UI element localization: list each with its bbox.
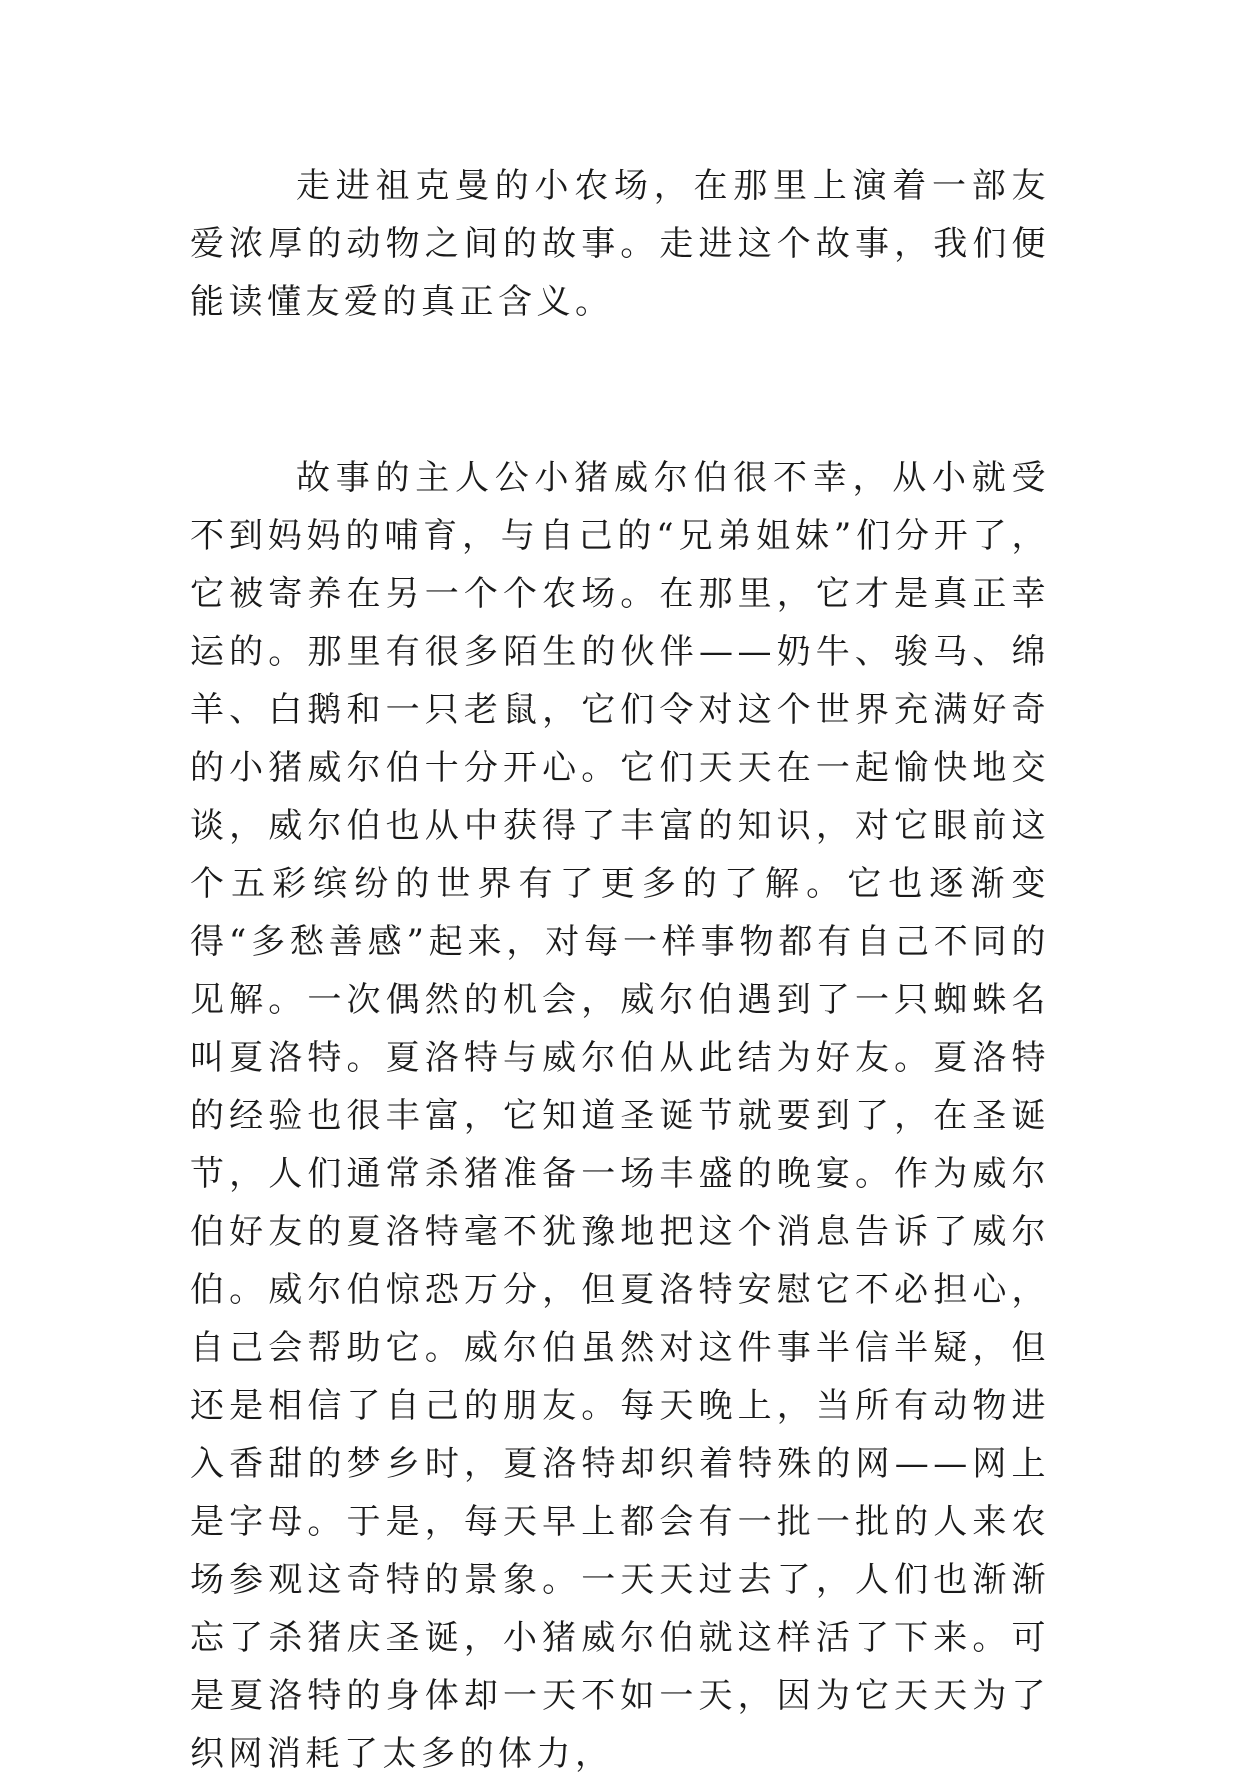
paragraph-intro: 走进祖克曼的小农场，在那里上演着一部友爱浓厚的动物之间的故事。走进这个故事，我们便能读懂友爱的真正含义。 xyxy=(190,166,1050,322)
paragraph-story: 故事的主人公小猪威尔伯很不幸，从小就受不到妈妈的哺育，与自己的“兄弟姐妹”们分开了，它被寄养在另一个个农场。在那里，它才是真正幸运的。那里有很多陌生的伙伴——奶牛、骏马、绵羊、白鹅和一只老鼠，它们令对这个世界充满好奇的小猪威尔伯十分开心。它们天天在一起愉快地交谈，威尔伯也从中获得了丰富的知识，对它眼前这个五彩缤纷的世界有了更多的了解。它也逐渐变得“多愁善感”起来，对每一样事物都有自己不同的见解。一次偶然的机会，威尔伯遇到了一只蜘蛛名叫夏洛特。夏洛特与威尔伯从此结为好友。夏洛特的经验也很丰富，它知道圣诞节就要到了，在圣诞节，人们通常杀猪准备一场丰盛的晚宴。作为威尔伯好友的夏洛特毫不犹豫地把这个消息告诉了威尔伯。威尔伯惊恐万分，但夏洛特安慰它不必担心，自己会帮助它。威尔伯虽然对这件事半信半疑，但还是相信了自己的朋友。每天晚上，当所有动物进入香甜的梦乡时，夏洛特却织着特殊的网——网上是字母。于是，每天早上都会有一批一批的人来农场参观这奇特的景象。一天天过去了，人们也渐渐忘了杀猪庆圣诞，小猪威尔伯就这样活了下来。可是夏洛特的身体却一天不如一天，因为它天天为了织网消耗了太多的体力， xyxy=(190,458,1050,1774)
